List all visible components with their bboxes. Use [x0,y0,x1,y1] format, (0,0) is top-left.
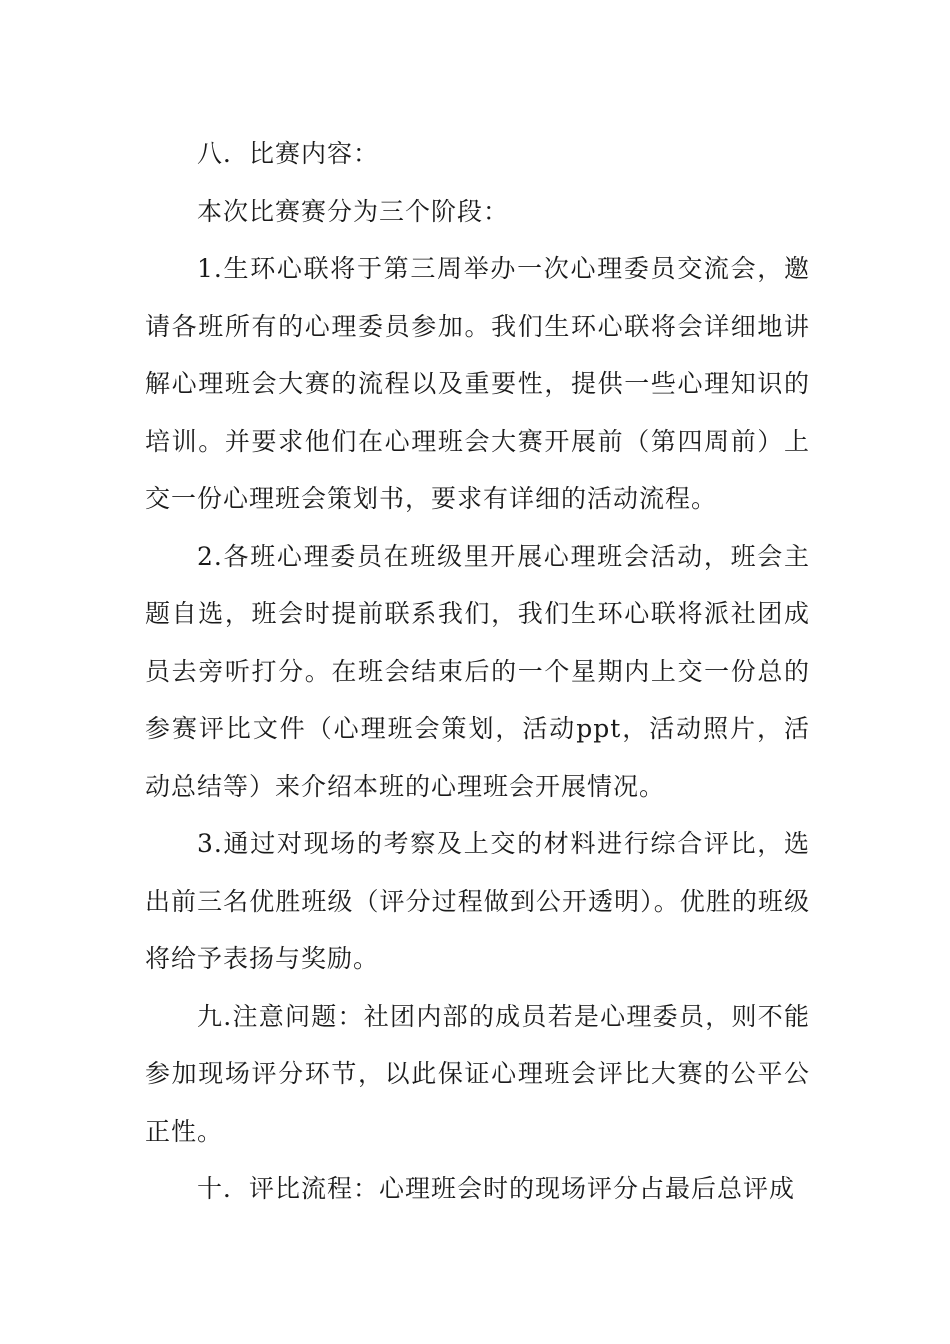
paragraph-notes: 九.注意问题：社团内部的成员若是心理委员，则不能参加现场评分环节，以此保证心理班会评比大赛的公平公正性。 [145,1001,810,1146]
paragraph-stage-1: 1.生环心联将于第三周举办一次心理委员交流会，邀请各班所有的心理委员参加。我们生环心联将会详细地讲解心理班会大赛的流程以及重要性，提供一些心理知识的培训。并要求他们在心理班会大赛开展前（第四周前）上交一份心理班会策划书，要求有详细的活动流程。 [145,254,810,513]
paragraph-stage-3: 3.通过对现场的考察及上交的材料进行综合评比，选出前三名优胜班级（评分过程做到公开透明）。优胜的班级将给予表扬与奖励。 [145,829,810,973]
paragraph-stages-intro: 本次比赛赛分为三个阶段： [197,196,510,226]
document-body [145,125,810,1218]
section-heading-competition-content: 八．比赛内容： [197,139,380,168]
paragraph-evaluation-process: 十．评比流程：心理班会时的现场评分占最后总评成 [197,1174,796,1203]
paragraph-stage-2: 2.各班心理委员在班级里开展心理班会活动，班会主题自选，班会时提前联系我们，我们生环心联将派社团成员去旁听打分。在班会结束后的一个星期内上交一份总的参赛评比文件（心理班会策划，活动ppt，活动照片，活动总结等）来介绍本班的心理班会开展情况。 [145,541,810,801]
